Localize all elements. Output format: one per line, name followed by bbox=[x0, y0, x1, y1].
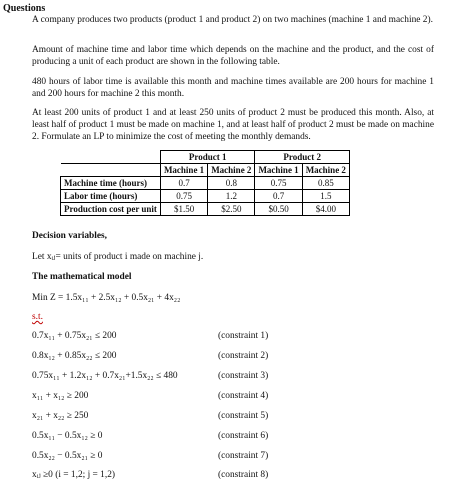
problem-paragraph-1: A company produces two products (product 1 and product 2) on two machines (machine 1 and machine 2). bbox=[32, 15, 433, 25]
table-cell: $1.50 bbox=[160, 203, 207, 216]
problem-paragraph-2: Amount of machine time and labor time which depends on the machine and the product, and the cost of producing a unit of each product are shown in the following table. bbox=[32, 45, 434, 67]
table-corner-cell bbox=[61, 164, 161, 177]
constraint-row bbox=[32, 350, 292, 362]
constraint-expression: x₁₁ + x₁₂ ≥ 200 bbox=[32, 391, 89, 401]
constraint-row bbox=[32, 330, 292, 342]
table-cell: 0.8 bbox=[208, 177, 255, 190]
constraint-expression: 0.75x₁₁ + 1.2x₁₂ + 0.7x₂₁+1.5x₂₂ ≤ 480 bbox=[32, 371, 178, 381]
table-cell: 0.7 bbox=[160, 177, 207, 190]
constraint-expression: 0.5x₁₁ − 0.5x₁₂ ≥ 0 bbox=[32, 431, 103, 441]
constraint-label: (constraint 8) bbox=[218, 470, 269, 480]
table-row-label: Machine time (hours) bbox=[61, 177, 161, 190]
table-header-machine: Machine 2 bbox=[302, 164, 349, 177]
constraint-row bbox=[32, 430, 292, 442]
table-header-product-2: Product 2 bbox=[255, 151, 350, 164]
table-row bbox=[61, 190, 350, 203]
table-row-label: Labor time (hours) bbox=[61, 190, 161, 203]
table-header-product-1: Product 1 bbox=[160, 151, 255, 164]
constraint-expression: 0.5x₂₂ − 0.5x₂₁ ≥ 0 bbox=[32, 451, 103, 461]
constraint-expression: 0.7x₁₁ + 0.75x₂₁ ≤ 200 bbox=[32, 331, 117, 341]
table-header-machine: Machine 1 bbox=[160, 164, 207, 177]
constraint-row bbox=[32, 390, 292, 402]
table-cell: 0.75 bbox=[160, 190, 207, 203]
table-cell: 1.2 bbox=[208, 190, 255, 203]
table-row bbox=[61, 177, 350, 190]
constraint-label: (constraint 3) bbox=[218, 371, 269, 381]
problem-paragraph-3: 480 hours of labor time is available this month and machine times available are 200 hours for machine 1 and 200 hours for machine 2 this month. bbox=[32, 77, 434, 99]
objective-function: Min Z = 1.5x₁₁ + 2.5x₁₂ + 0.5x₂₁ + 4x₂₂ bbox=[32, 293, 181, 303]
constraint-row bbox=[32, 410, 292, 422]
subject-to-label: s.t. bbox=[32, 312, 43, 322]
table-header-machine: Machine 2 bbox=[208, 164, 255, 177]
constraint-label: (constraint 7) bbox=[218, 451, 269, 461]
constraint-row bbox=[32, 450, 292, 462]
table-cell: $0.50 bbox=[255, 203, 302, 216]
constraint-row bbox=[32, 469, 292, 481]
constraint-expression: 0.8x₁₂ + 0.85x₂₂ ≤ 200 bbox=[32, 351, 117, 361]
constraint-label: (constraint 5) bbox=[218, 411, 269, 421]
table-row-label: Production cost per unit bbox=[61, 203, 161, 216]
table-header-machines bbox=[61, 164, 350, 177]
problem-paragraph-4: At least 200 units of product 1 and at least 250 units of product 2 must be produced this month. Also, at least half of product 1 must be made on machine 1, and at least half of product 2 must be made on machine 2. Formulate an LP to minimize the cost of meeting the monthly demands. bbox=[32, 108, 434, 142]
constraint-label: (constraint 2) bbox=[218, 351, 269, 361]
table-header-machine: Machine 1 bbox=[255, 164, 302, 177]
constraint-label: (constraint 4) bbox=[218, 391, 269, 401]
table-cell: $4.00 bbox=[302, 203, 349, 216]
table-cell: 0.85 bbox=[302, 177, 349, 190]
table-header-products bbox=[61, 151, 350, 164]
decision-variables-title: Decision variables, bbox=[32, 231, 107, 241]
table-cell: $2.50 bbox=[208, 203, 255, 216]
table-row bbox=[61, 203, 350, 216]
constraint-label: (constraint 6) bbox=[218, 431, 269, 441]
table-corner-cell bbox=[61, 151, 161, 164]
table-cell: 0.7 bbox=[255, 190, 302, 203]
constraint-expression: xᵢⱼ ≥0 (i = 1,2; j = 1,2) bbox=[32, 470, 116, 480]
table-cell: 0.75 bbox=[255, 177, 302, 190]
production-data-table bbox=[60, 150, 350, 216]
table-cell: 1.5 bbox=[302, 190, 349, 203]
constraint-expression: x₂₁ + x₂₂ ≥ 250 bbox=[32, 411, 89, 421]
decision-variables-definition: Let xᵢⱼ= units of product i made on machine j. bbox=[32, 252, 204, 262]
model-title: The mathematical model bbox=[32, 272, 132, 282]
constraint-label: (constraint 1) bbox=[218, 331, 269, 341]
constraint-row bbox=[32, 370, 292, 382]
questions-heading: Questions bbox=[3, 3, 46, 14]
